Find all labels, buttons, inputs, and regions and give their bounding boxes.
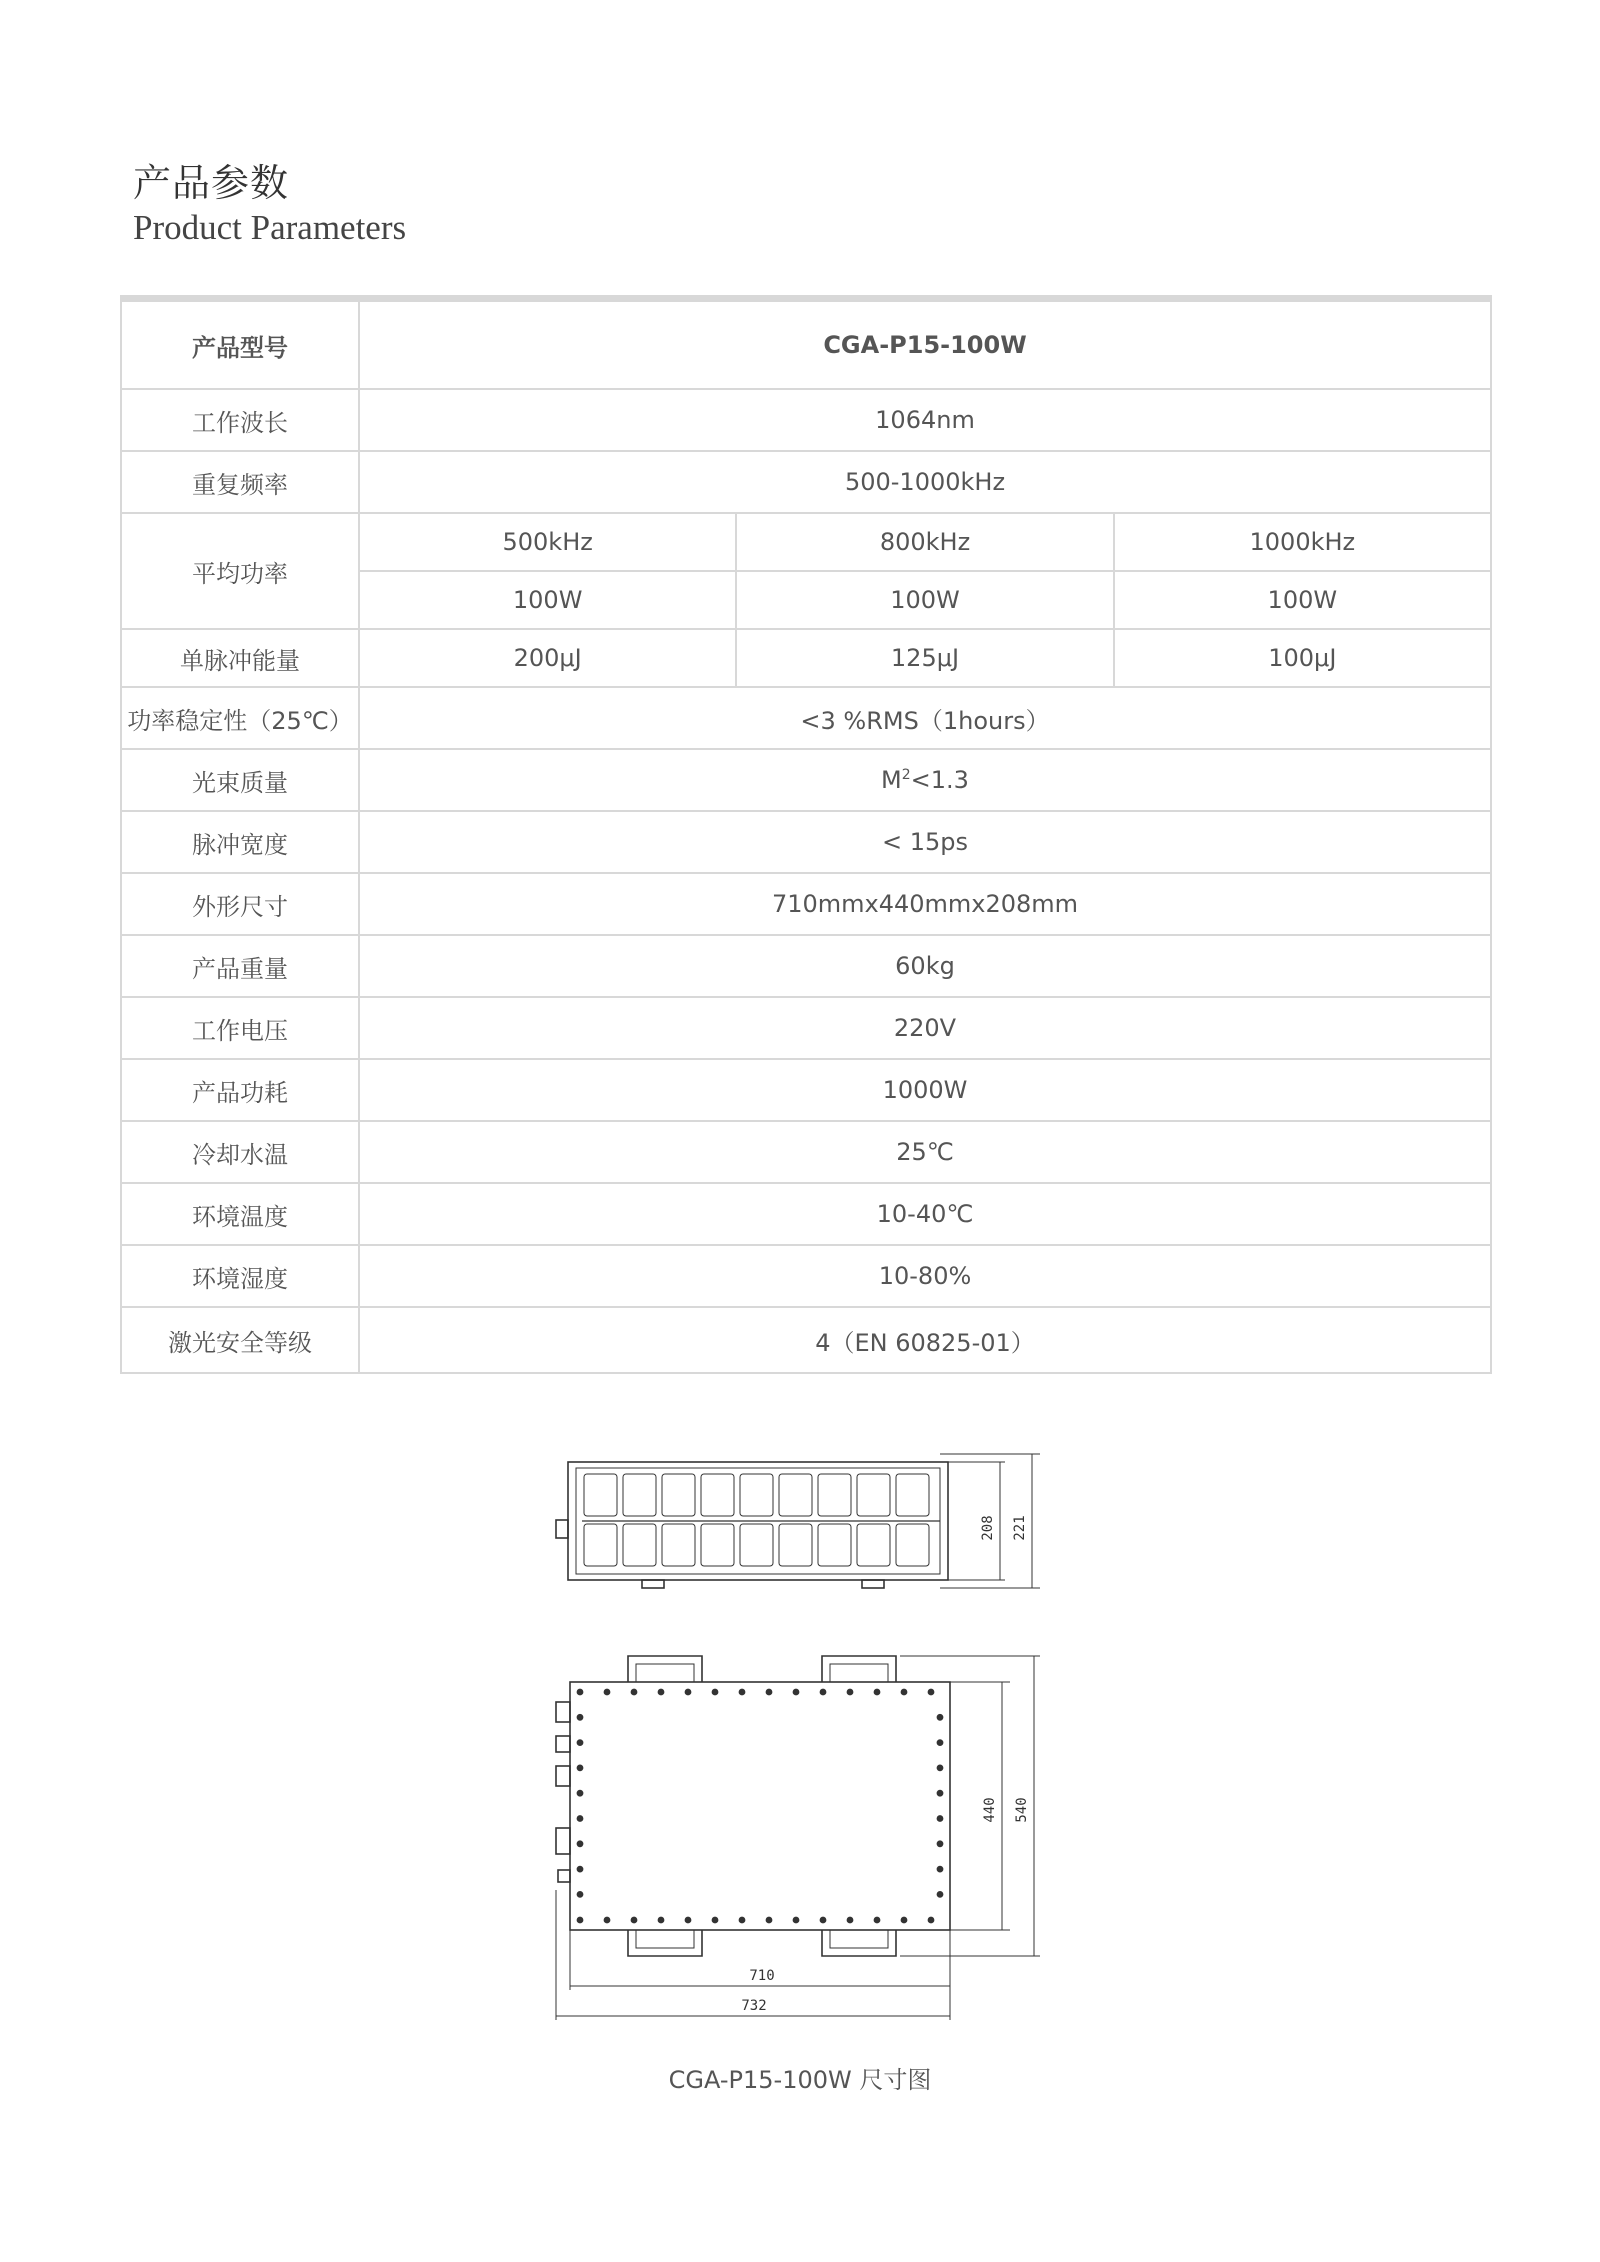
table-row <box>121 513 1491 571</box>
wavelength-value: 1064nm <box>359 389 1491 451</box>
top-handle <box>628 1656 702 1682</box>
table-row <box>121 629 1491 687</box>
side-cell <box>818 1524 851 1566</box>
table-row <box>121 935 1491 997</box>
beam-quality-exp: 2 <box>901 767 911 783</box>
top-handle-inner <box>636 1664 694 1682</box>
power-consumption-value: 1000W <box>359 1059 1491 1121</box>
side-cell <box>896 1474 929 1516</box>
dim-221-label: 221 <box>1012 1515 1028 1541</box>
bolt-dot <box>928 1689 933 1694</box>
laser-safety-value: 4（EN 60825-01） <box>359 1307 1491 1373</box>
ambient-temp-value: 10-40℃ <box>359 1183 1491 1245</box>
stability-label: 功率稳定性（25℃） <box>121 687 359 749</box>
beam-quality-prefix: M <box>881 766 902 794</box>
weight-label: 产品重量 <box>121 935 359 997</box>
bolt-dot <box>937 1791 942 1796</box>
side-foot <box>642 1580 664 1588</box>
bottom-handle <box>628 1930 702 1956</box>
left-connector <box>556 1736 570 1752</box>
side-cell <box>662 1524 695 1566</box>
stability-value: <3 %RMS（1hours） <box>359 687 1491 749</box>
table-row <box>121 687 1491 749</box>
avg-power-freq: 1000kHz <box>1114 513 1491 571</box>
ambient-humidity-value: 10-80% <box>359 1245 1491 1307</box>
top-view-body <box>570 1682 950 1930</box>
pulse-energy-value: 125μJ <box>736 629 1113 687</box>
power-consumption-label: 产品功耗 <box>121 1059 359 1121</box>
bolt-dot <box>820 1917 825 1922</box>
side-cell <box>584 1524 617 1566</box>
side-view-cells <box>584 1474 929 1566</box>
dim-208-label: 208 <box>980 1515 996 1541</box>
bolt-dot <box>937 1867 942 1872</box>
bolt-dot <box>577 1841 582 1846</box>
side-cell <box>896 1524 929 1566</box>
bolt-dot <box>820 1689 825 1694</box>
bolt-dot <box>847 1917 852 1922</box>
avg-power-value: 100W <box>1114 571 1491 629</box>
table-row <box>121 1059 1491 1121</box>
dim-710-label: 710 <box>749 1968 775 1984</box>
bolt-dot <box>712 1689 717 1694</box>
bolt-dot <box>577 1765 582 1770</box>
rep-rate-value: 500-1000kHz <box>359 451 1491 513</box>
bolt-dot <box>937 1841 942 1846</box>
page-title-en: Product Parameters <box>133 208 407 247</box>
table-row <box>121 997 1491 1059</box>
table-row <box>121 1183 1491 1245</box>
side-cell <box>818 1474 851 1516</box>
cooling-water-temp-value: 25℃ <box>359 1121 1491 1183</box>
bolt-dot <box>577 1689 582 1694</box>
drawing-caption: CGA-P15-100W 尺寸图 <box>668 2066 932 2094</box>
avg-power-label: 平均功率 <box>121 513 359 629</box>
top-view-bolts <box>577 1689 942 1922</box>
bolt-dot <box>658 1689 663 1694</box>
side-cell <box>857 1474 890 1516</box>
avg-power-value: 100W <box>359 571 736 629</box>
side-cell <box>584 1474 617 1516</box>
top-handle <box>822 1656 896 1682</box>
beam-quality-label: 光束质量 <box>121 749 359 811</box>
side-connector <box>556 1520 568 1538</box>
side-cell <box>662 1474 695 1516</box>
bolt-dot <box>793 1917 798 1922</box>
laser-safety-label: 激光安全等级 <box>121 1307 359 1373</box>
pulse-energy-value: 200μJ <box>359 629 736 687</box>
bolt-dot <box>577 1715 582 1720</box>
avg-power-freq: 800kHz <box>736 513 1113 571</box>
bolt-dot <box>847 1689 852 1694</box>
dimensions-value: 710mmx440mmx208mm <box>359 873 1491 935</box>
bolt-dot <box>604 1689 609 1694</box>
left-connector <box>556 1766 570 1786</box>
side-cell <box>701 1524 734 1566</box>
dimensions-label: 外形尺寸 <box>121 873 359 935</box>
side-foot <box>862 1580 884 1588</box>
bolt-dot <box>937 1816 942 1821</box>
bolt-dot <box>766 1689 771 1694</box>
bolt-dot <box>577 1740 582 1745</box>
pulse-width-label: 脉冲宽度 <box>121 811 359 873</box>
page-title-cn: 产品参数 <box>133 161 290 205</box>
side-cell <box>740 1474 773 1516</box>
bolt-dot <box>577 1892 582 1897</box>
bottom-handle-inner <box>636 1930 694 1948</box>
bolt-dot <box>631 1689 636 1694</box>
side-cell <box>740 1524 773 1566</box>
side-cell <box>623 1524 656 1566</box>
bolt-dot <box>937 1892 942 1897</box>
bolt-dot <box>937 1765 942 1770</box>
left-connector <box>556 1828 570 1854</box>
bolt-dot <box>631 1917 636 1922</box>
bolt-dot <box>577 1816 582 1821</box>
beam-quality-suffix: <1.3 <box>910 766 969 794</box>
table-row <box>121 873 1491 935</box>
voltage-value: 220V <box>359 997 1491 1059</box>
table-row <box>121 1307 1491 1373</box>
weight-value: 60kg <box>359 935 1491 997</box>
bolt-dot <box>901 1917 906 1922</box>
bolt-dot <box>766 1917 771 1922</box>
bolt-dot <box>604 1917 609 1922</box>
bolt-dot <box>793 1689 798 1694</box>
side-cell <box>779 1474 812 1516</box>
bolt-dot <box>874 1689 879 1694</box>
model-value: CGA-P15-100W <box>359 299 1491 390</box>
bottom-handle <box>822 1930 896 1956</box>
bolt-dot <box>577 1791 582 1796</box>
bolt-dot <box>685 1917 690 1922</box>
bolt-dot <box>739 1917 744 1922</box>
rep-rate-label: 重复频率 <box>121 451 359 513</box>
wavelength-label: 工作波长 <box>121 389 359 451</box>
ambient-humidity-label: 环境湿度 <box>121 1245 359 1307</box>
pulse-energy-value: 100μJ <box>1114 629 1491 687</box>
spec-table <box>120 295 1492 1374</box>
side-cell <box>779 1524 812 1566</box>
ambient-temp-label: 环境温度 <box>121 1183 359 1245</box>
pulse-energy-label: 单脉冲能量 <box>121 629 359 687</box>
cooling-water-temp-label: 冷却水温 <box>121 1121 359 1183</box>
left-connector <box>556 1702 570 1722</box>
bolt-dot <box>928 1917 933 1922</box>
bolt-dot <box>739 1689 744 1694</box>
dimension-drawing <box>540 1450 1060 2030</box>
bolt-dot <box>937 1715 942 1720</box>
bolt-dot <box>658 1917 663 1922</box>
side-cell <box>701 1474 734 1516</box>
table-row <box>121 299 1491 390</box>
pulse-width-value: < 15ps <box>359 811 1491 873</box>
bolt-dot <box>937 1740 942 1745</box>
avg-power-freq: 500kHz <box>359 513 736 571</box>
avg-power-value: 100W <box>736 571 1113 629</box>
table-row <box>121 389 1491 451</box>
dim-732-label: 732 <box>741 1998 767 2014</box>
table-row <box>121 451 1491 513</box>
bolt-dot <box>901 1689 906 1694</box>
side-cell <box>623 1474 656 1516</box>
table-row <box>121 811 1491 873</box>
left-connector <box>558 1870 570 1882</box>
beam-quality-value <box>359 749 1491 811</box>
dim-440-label: 440 <box>982 1797 998 1823</box>
bolt-dot <box>712 1917 717 1922</box>
bolt-dot <box>685 1689 690 1694</box>
voltage-label: 工作电压 <box>121 997 359 1059</box>
table-row <box>121 749 1491 811</box>
side-cell <box>857 1524 890 1566</box>
dim-540-label: 540 <box>1014 1797 1030 1823</box>
bolt-dot <box>874 1917 879 1922</box>
table-row <box>121 1121 1491 1183</box>
top-handle-inner <box>830 1664 888 1682</box>
bolt-dot <box>577 1917 582 1922</box>
bottom-handle-inner <box>830 1930 888 1948</box>
table-row <box>121 1245 1491 1307</box>
bolt-dot <box>577 1867 582 1872</box>
model-label: 产品型号 <box>121 299 359 390</box>
